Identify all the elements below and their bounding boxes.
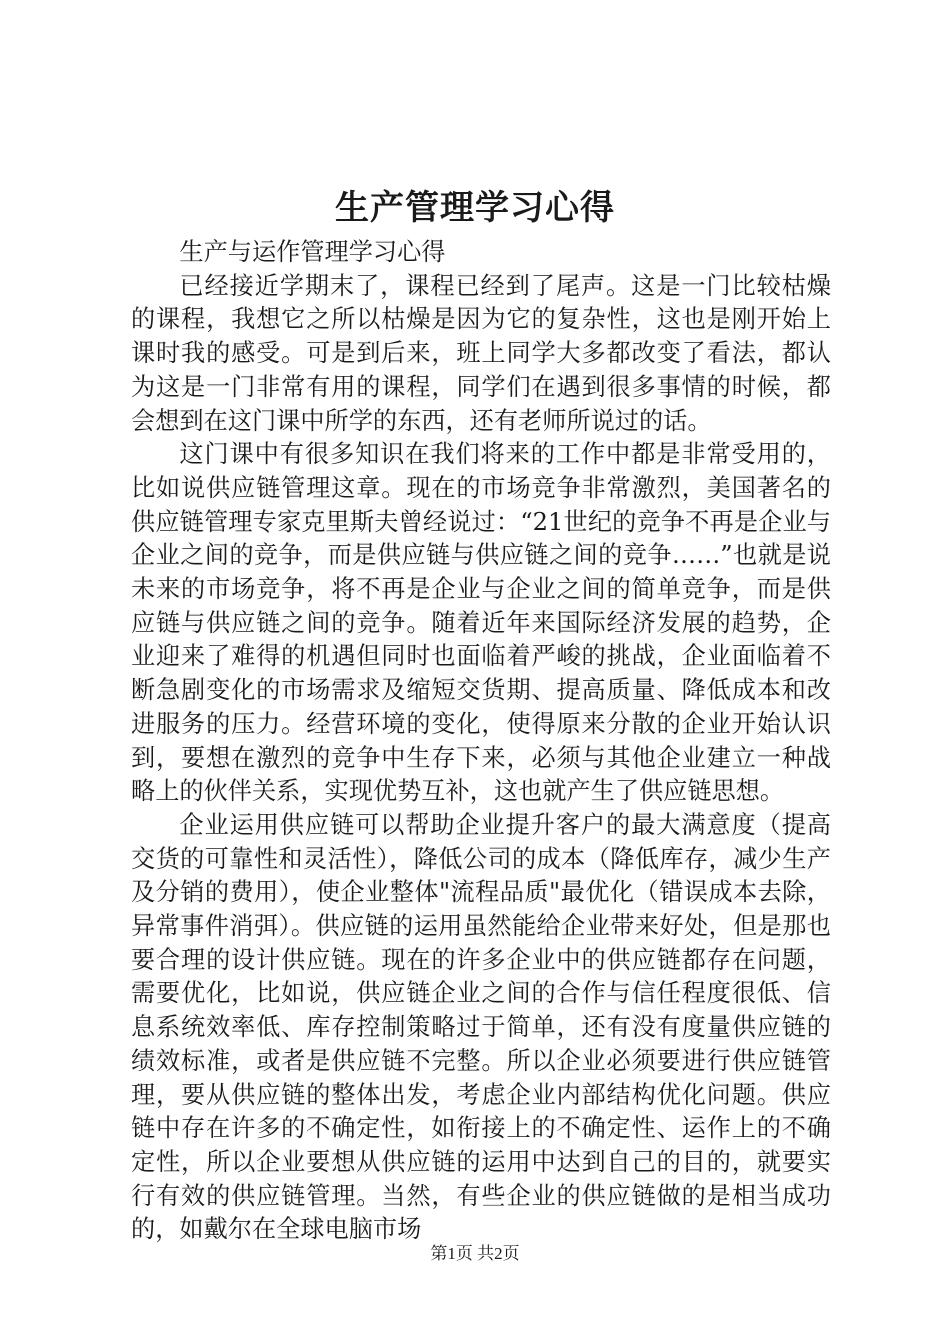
page-title: 生产管理学习心得 [335, 188, 615, 228]
subtitle-paragraph: 生产与运作管理学习心得 [179, 238, 446, 266]
body-paragraph: 企业运用供应链可以帮助企业提升客户的最大满意度（提高交货的可靠性和灵活性），降低公司的成本（降低库存，减少生产及分销的费用），使企业整体"流程品质"最优化（错误成本去除，异常事件消弭）。供应链的运用虽然能给企业带来好处，但是那也要合理的设计供应链。现在的许多企业中的供应链都存在问题，需要优化，比如说，供应链企业之间的合作与信任程度很低、信息系统效率低、库存控制策略过于简单，还有没有度量供应链的绩效标准，或者是供应链不完整。所以企业必须要进行供应链管理，要从供应链的整体出发，考虑企业内部结构优化问题。供应链中存在许多的不确定性，如衔接上的不确定性、运作上的不确定性，所以企业要想从供应链的运用中达到自己的目的，就要实行有效的供应链管理。当然，有些企业的供应链做的是相当成功的，如戴尔在全球电脑市场 [131, 810, 831, 1244]
body-paragraph: 已经接近学期末了，课程已经到了尾声。这是一门比较枯燥的课程，我想它之所以枯燥是因为它的复杂性，这也是刚开始上课时我的感受。可是到后来，班上同学大多都改变了看法，都认为这是一门非常有用的课程，同学们在遇到很多事情的时候，都会想到在这门课中所学的东西，还有老师所说过的话。 [131, 271, 831, 435]
page-number-footer: 第1页 共2页 [430, 1244, 520, 1263]
body-paragraph: 这门课中有很多知识在我们将来的工作中都是非常受用的，比如说供应链管理这章。现在的市场竞争非常激烈，美国著名的供应链管理专家克里斯夫曾经说过：“21世纪的竞争不再是企业与企业之间的竞争，而是供应链与供应链之间的竞争……”也就是说未来的市场竞争，将不再是企业与企业之间的简单竞争，而是供应链与供应链之间的竞争。随着近年来国际经济发展的趋势，企业迎来了难得的机遇但同时也面临着严峻的挑战，企业面临着不断急剧变化的市场需求及缩短交货期、提高质量、降低成本和改进服务的压力。经营环境的变化，使得原来分散的企业开始认识到，要想在激烈的竞争中生存下来，必须与其他企业建立一种战略上的伙伴关系，实现优势互补，这也就产生了供应链思想。 [131, 440, 831, 806]
document-body [131, 236, 831, 1247]
